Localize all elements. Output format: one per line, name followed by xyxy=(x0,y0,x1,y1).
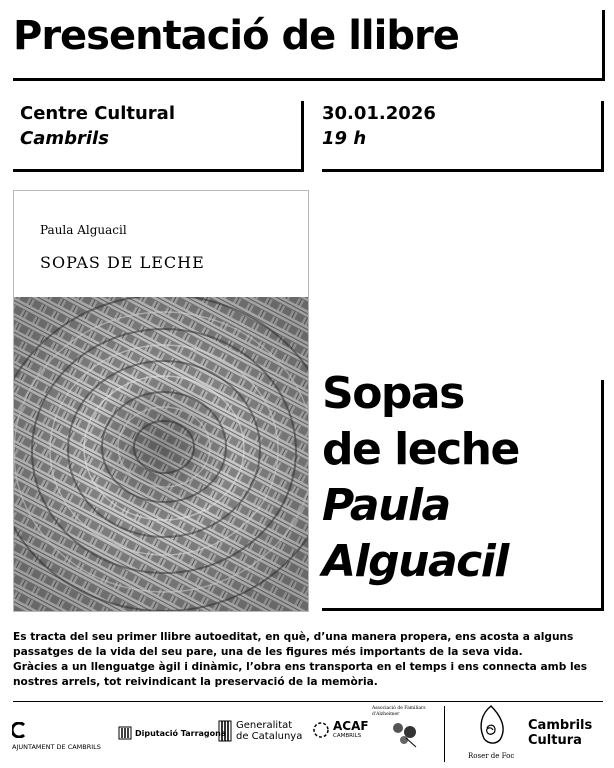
venue-bracket xyxy=(13,101,304,172)
venue-line1: Centre Cultural xyxy=(20,103,175,124)
generalitat-line2: de Catalunya xyxy=(236,731,303,742)
logo-ajuntament-text: AJUNTAMENT DE CAMBRILS xyxy=(12,743,101,751)
event-time: 19 h xyxy=(322,128,367,149)
logo-cambrils-cultura xyxy=(528,718,592,748)
flower-icon xyxy=(386,718,426,748)
headline-line1: Sopas xyxy=(322,368,464,419)
venue-line2: Cambrils xyxy=(20,128,109,149)
logo-acaf xyxy=(312,718,369,742)
diputacio-shield-icon xyxy=(118,726,132,740)
diputacio-text: Diputació Tarragona xyxy=(135,728,227,738)
description-paragraph-2: Gràcies a un llenguatge àgil i dinàmic, l’obra ens transporta en el temps i ens connecta amb les nostres arrels, tot reivindicant la preservació de la memòria. xyxy=(13,661,588,688)
rose-icon xyxy=(473,704,509,752)
page-title: Presentació de llibre xyxy=(13,13,459,59)
acaf-subtitle: CAMBRILS xyxy=(333,733,362,739)
generalitat-flag-icon xyxy=(218,720,232,742)
book-cover xyxy=(13,190,309,612)
headline-author-last: Alguacil xyxy=(322,536,508,587)
logo-familiars xyxy=(372,706,446,758)
logo-ajuntament xyxy=(12,722,26,738)
acaf-text xyxy=(333,720,369,740)
acaf-title: ACAF xyxy=(333,719,369,733)
date-bracket xyxy=(322,101,604,172)
ajuntament-c-icon xyxy=(12,722,26,738)
generalitat-line1: Generalitat xyxy=(236,720,293,731)
cambrils-cultura-line1: Cambrils xyxy=(528,718,593,733)
headline-line2: de leche xyxy=(322,424,519,475)
headline-author-first: Paula xyxy=(322,480,450,531)
description xyxy=(13,630,605,690)
cover-title: SOPAS DE LECHE xyxy=(40,253,205,272)
roser-text: Roser de Foc xyxy=(468,752,515,760)
title-bracket xyxy=(13,10,605,81)
description-paragraph-1: Es tracta del seu primer llibre autoeditat, en què, d’una manera propera, ens acosta a alguns passatges de la vida del seu pare, una de les figures més importants de la seva vida. xyxy=(13,631,574,658)
acaf-circle-icon xyxy=(312,718,330,742)
woven-basket-image xyxy=(14,297,308,611)
divider xyxy=(13,701,603,702)
logo-roser-de-foc xyxy=(468,704,514,760)
cambrils-cultura-line2: Cultura xyxy=(528,733,582,748)
headline-bracket xyxy=(322,380,604,611)
familiars-text: Associació de Familiars d'Alzheimer xyxy=(372,706,426,717)
logo-generalitat xyxy=(218,720,302,742)
generalitat-text xyxy=(236,720,302,742)
logo-diputacio xyxy=(118,726,226,740)
cover-author: Paula Alguacil xyxy=(40,223,127,237)
event-date: 30.01.2026 xyxy=(322,103,436,124)
familiars-border xyxy=(444,706,445,762)
